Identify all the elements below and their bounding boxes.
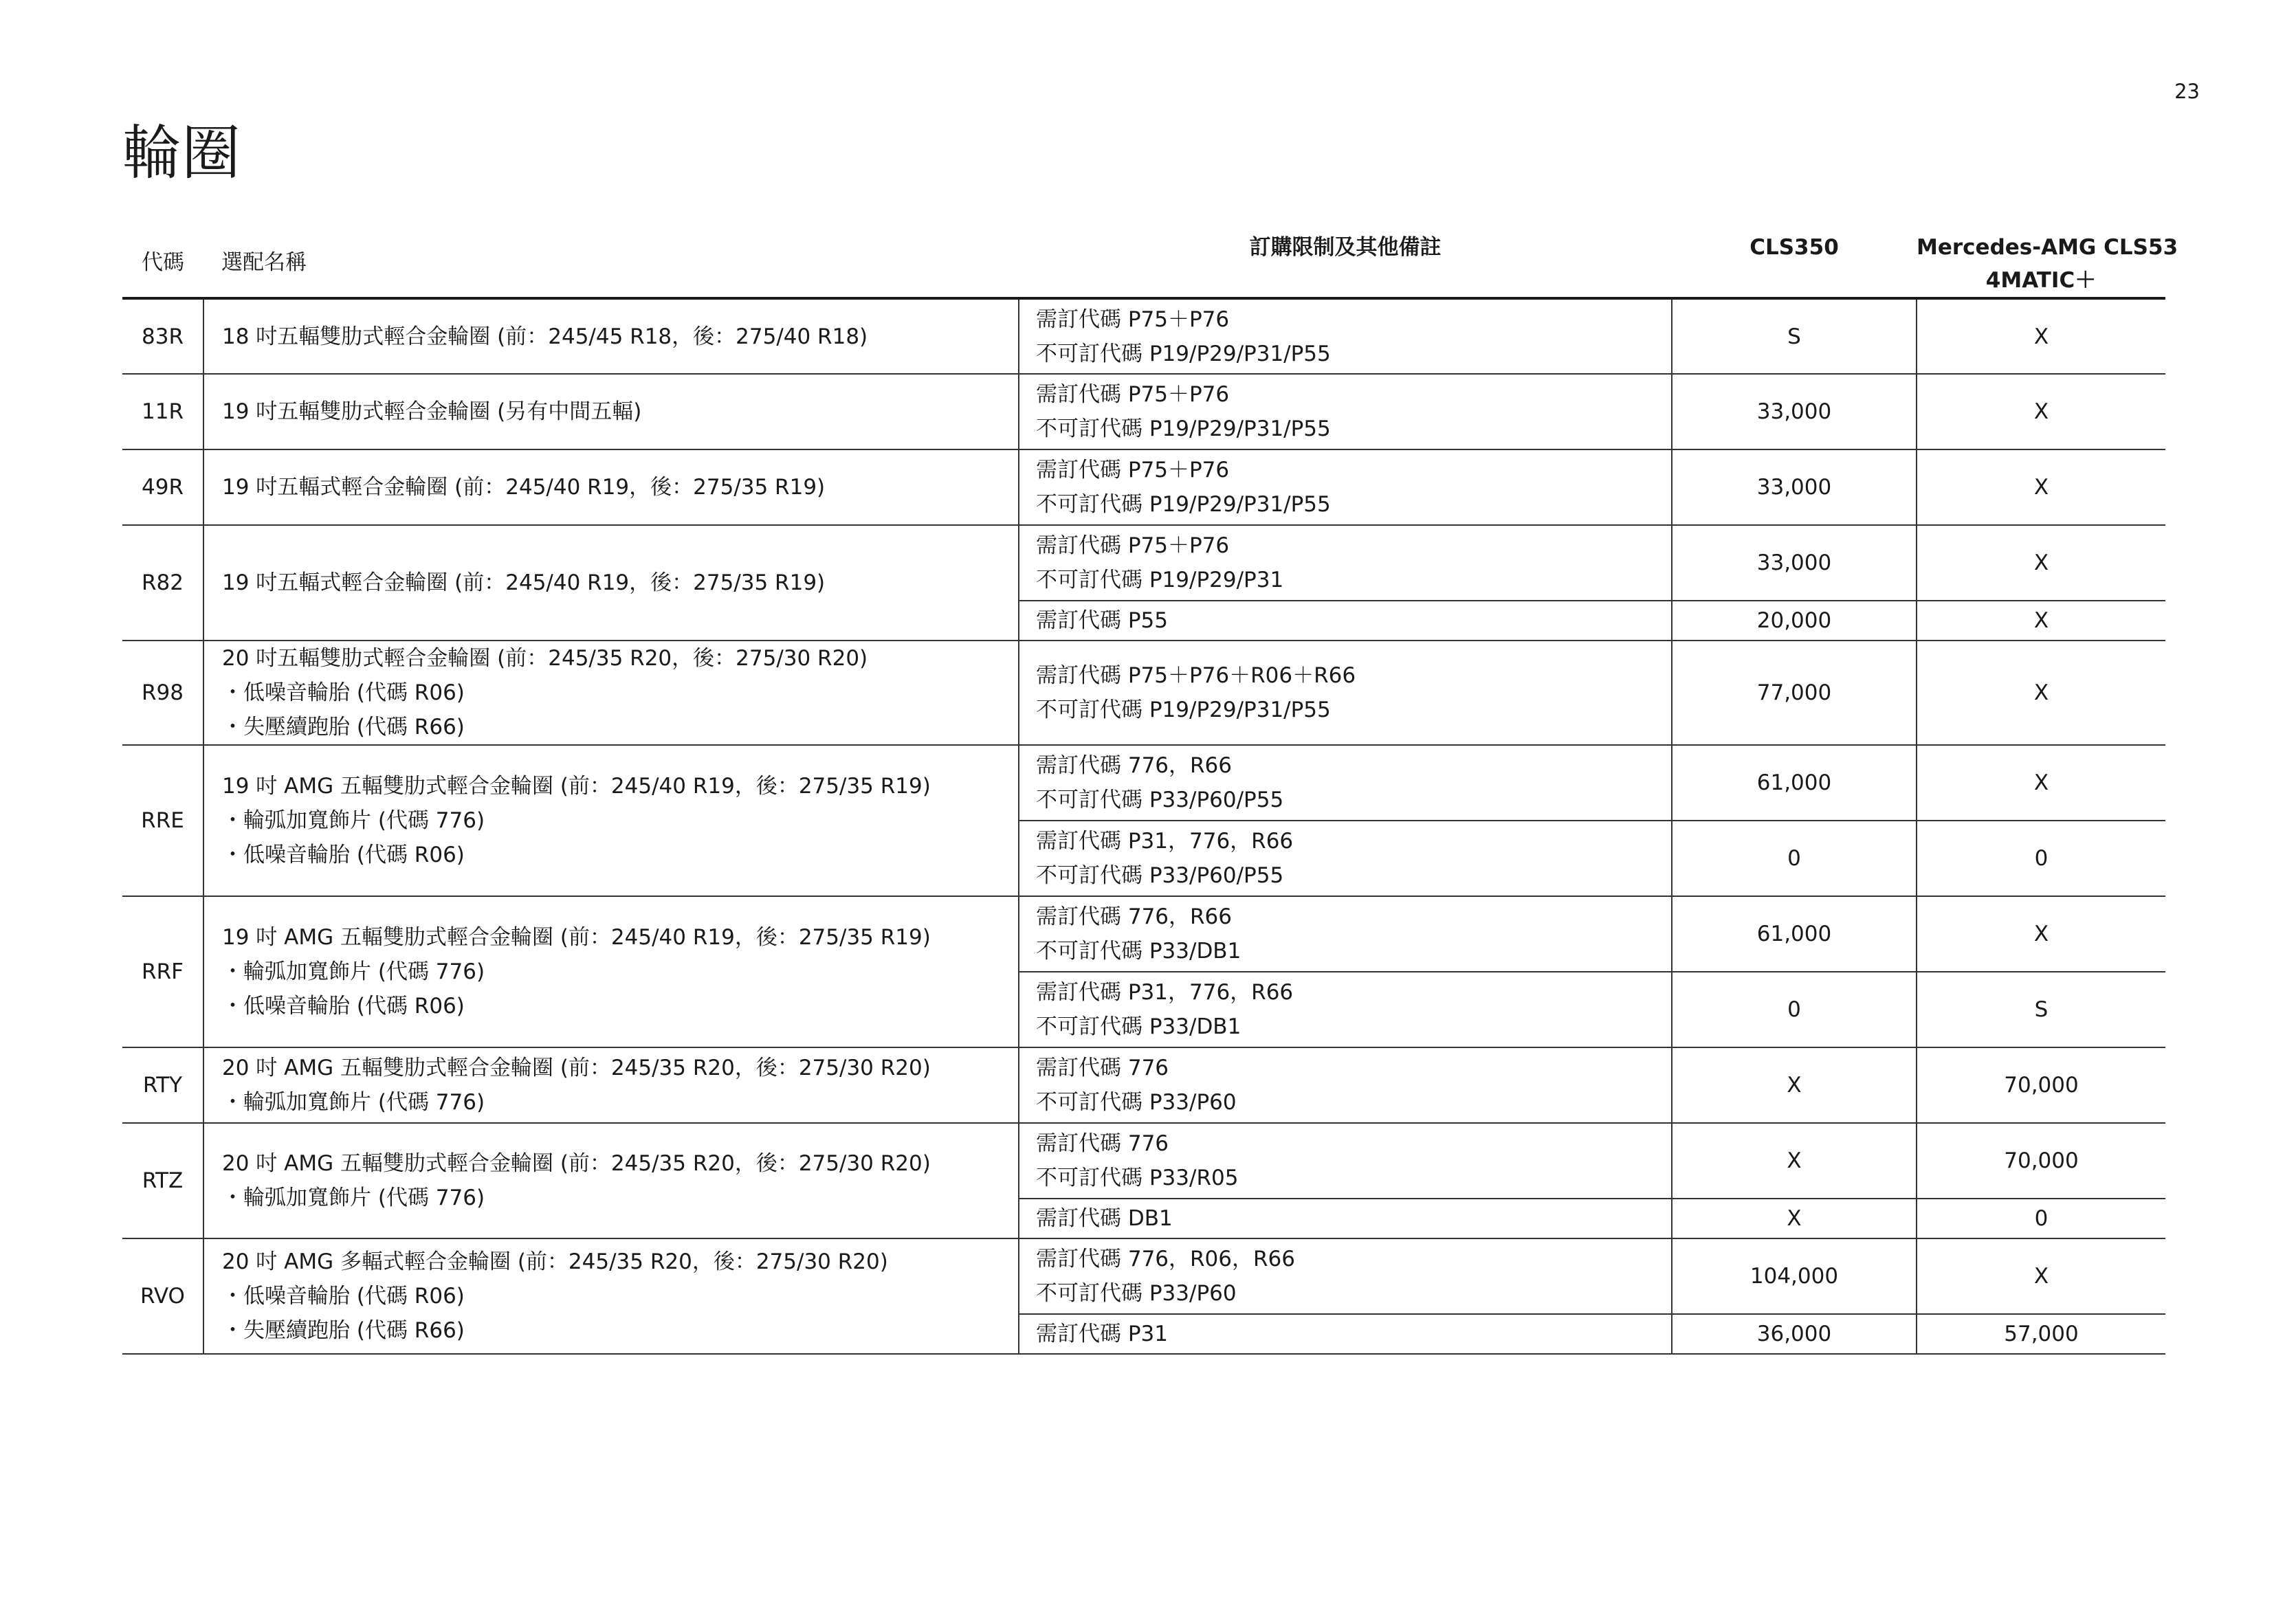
option-code: 49R xyxy=(122,449,203,525)
order-notes xyxy=(1019,449,1672,525)
order-note-line: 不可訂代碼 P33/P60 xyxy=(1036,1090,1237,1115)
price-amg-cls53: 0 xyxy=(1917,1199,2165,1238)
table-row xyxy=(122,298,2165,374)
table-row xyxy=(122,449,2165,525)
option-name-line: 19 吋 AMG 五輻雙肋式輕合金輪圈 (前：245/40 R19，後：275/35 R19) xyxy=(222,925,931,950)
option-name xyxy=(203,896,1019,1047)
option-sub-item: ・低噪音輪胎 (代碼 R06) xyxy=(222,1284,465,1309)
price-cls350: X xyxy=(1672,1199,1917,1238)
option-name xyxy=(203,525,1019,641)
price-amg-cls53: S xyxy=(1917,972,2165,1047)
option-sub-item: ・輪弧加寬飾片 (代碼 776) xyxy=(222,1090,485,1115)
option-sub-item: ・低噪音輪胎 (代碼 R06) xyxy=(222,680,465,705)
option-name-line: 20 吋 AMG 五輻雙肋式輕合金輪圈 (前：245/35 R20，後：275/30 R20) xyxy=(222,1151,931,1176)
option-code: RTZ xyxy=(122,1123,203,1238)
order-notes xyxy=(1019,601,1672,641)
order-notes xyxy=(1019,1123,1672,1199)
header-notes: 訂購限制及其他備註 xyxy=(1019,221,1672,298)
option-name-line: 20 吋 AMG 多輻式輕合金輪圈 (前：245/35 R20，後：275/30 R20) xyxy=(222,1249,888,1274)
option-code: RVO xyxy=(122,1238,203,1354)
option-name xyxy=(203,298,1019,374)
order-notes xyxy=(1019,1314,1672,1354)
price-amg-cls53: X xyxy=(1917,601,2165,641)
order-note-line: 不可訂代碼 P33/P60 xyxy=(1036,1281,1237,1306)
table-row xyxy=(122,641,2165,745)
price-cls350: 61,000 xyxy=(1672,745,1917,821)
price-amg-cls53: 70,000 xyxy=(1917,1123,2165,1199)
option-name-line: 18 吋五輻雙肋式輕合金輪圈 (前：245/45 R18，後：275/40 R18) xyxy=(222,324,868,349)
table-row xyxy=(122,525,2165,601)
order-note-line: 需訂代碼 P75＋P76＋R06＋R66 xyxy=(1036,663,1356,688)
option-sub-item: ・失壓續跑胎 (代碼 R66) xyxy=(222,715,465,739)
page-number: 23 xyxy=(2174,80,2200,103)
price-cls350: 33,000 xyxy=(1672,525,1917,601)
price-amg-cls53: X xyxy=(1917,641,2165,745)
order-notes xyxy=(1019,1238,1672,1314)
order-note-line: 需訂代碼 P31，776，R66 xyxy=(1036,829,1294,854)
option-code: R98 xyxy=(122,641,203,745)
order-notes xyxy=(1019,525,1672,601)
order-note-line: 需訂代碼 776，R66 xyxy=(1036,753,1233,778)
order-notes xyxy=(1019,641,1672,745)
option-name-line: 20 吋 AMG 五輻雙肋式輕合金輪圈 (前：245/35 R20，後：275/30 R20) xyxy=(222,1056,931,1080)
table-body xyxy=(122,298,2165,1354)
price-amg-cls53: 70,000 xyxy=(1917,1047,2165,1123)
order-note-line: 不可訂代碼 P33/P60/P55 xyxy=(1036,863,1284,888)
price-cls350: 20,000 xyxy=(1672,601,1917,641)
price-cls350: 36,000 xyxy=(1672,1314,1917,1354)
option-code: R82 xyxy=(122,525,203,641)
price-amg-cls53: 0 xyxy=(1917,821,2165,896)
option-sub-item: ・輪弧加寬飾片 (代碼 776) xyxy=(222,808,485,833)
order-note-line: 需訂代碼 776 xyxy=(1036,1056,1169,1080)
order-note-line: 需訂代碼 P31，776，R66 xyxy=(1036,980,1294,1005)
option-name-line: 19 吋五輻式輕合金輪圈 (前：245/40 R19，後：275/35 R19) xyxy=(222,570,826,595)
table-header-row xyxy=(122,221,2165,298)
order-notes xyxy=(1019,1047,1672,1123)
table-row xyxy=(122,896,2165,972)
order-note-line: 不可訂代碼 P33/DB1 xyxy=(1036,1014,1241,1039)
order-note-line: 不可訂代碼 P19/P29/P31/P55 xyxy=(1036,416,1331,441)
option-name xyxy=(203,449,1019,525)
order-note-line: 不可訂代碼 P19/P29/P31/P55 xyxy=(1036,698,1331,722)
price-cls350: 104,000 xyxy=(1672,1238,1917,1314)
option-name-line: 19 吋五輻式輕合金輪圈 (前：245/40 R19，後：275/35 R19) xyxy=(222,475,826,500)
table-row xyxy=(122,745,2165,821)
price-cls350: 33,000 xyxy=(1672,449,1917,525)
header-amg-line1: Mercedes-AMG CLS53 xyxy=(1917,235,2178,260)
option-code: RTY xyxy=(122,1047,203,1123)
option-name xyxy=(203,745,1019,896)
order-note-line: 需訂代碼 P75＋P76 xyxy=(1036,533,1230,558)
order-note-line: 需訂代碼 776，R66 xyxy=(1036,904,1233,929)
order-note-line: 需訂代碼 P31 xyxy=(1036,1322,1168,1346)
price-cls350: 61,000 xyxy=(1672,896,1917,972)
order-notes xyxy=(1019,298,1672,374)
header-amg xyxy=(1917,221,2178,298)
option-sub-item: ・低噪音輪胎 (代碼 R06) xyxy=(222,994,465,1019)
header-name: 選配名稱 xyxy=(203,221,1019,298)
price-cls350: 0 xyxy=(1672,821,1917,896)
option-name xyxy=(203,1238,1019,1354)
order-note-line: 不可訂代碼 P33/DB1 xyxy=(1036,939,1241,964)
order-notes xyxy=(1019,374,1672,449)
option-code: RRE xyxy=(122,745,203,896)
option-code: 83R xyxy=(122,298,203,374)
order-note-line: 需訂代碼 P55 xyxy=(1036,608,1168,633)
option-sub-item: ・輪弧加寬飾片 (代碼 776) xyxy=(222,1186,485,1210)
option-name xyxy=(203,1123,1019,1238)
price-amg-cls53: X xyxy=(1917,525,2165,601)
option-name xyxy=(203,641,1019,745)
order-notes xyxy=(1019,1199,1672,1238)
price-cls350: X xyxy=(1672,1123,1917,1199)
order-note-line: 需訂代碼 DB1 xyxy=(1036,1206,1173,1231)
price-amg-cls53: X xyxy=(1917,374,2165,449)
header-amg-line2: 4MATIC＋ xyxy=(1985,268,2097,293)
order-note-line: 不可訂代碼 P33/P60/P55 xyxy=(1036,788,1284,812)
order-note-line: 需訂代碼 776 xyxy=(1036,1131,1169,1156)
price-amg-cls53: X xyxy=(1917,896,2165,972)
table-row xyxy=(122,1047,2165,1123)
price-amg-cls53: X xyxy=(1917,449,2165,525)
option-name-line: 19 吋 AMG 五輻雙肋式輕合金輪圈 (前：245/40 R19，後：275/35 R19) xyxy=(222,774,931,799)
option-code: RRF xyxy=(122,896,203,1047)
option-name xyxy=(203,374,1019,449)
option-sub-item: ・輪弧加寬飾片 (代碼 776) xyxy=(222,959,485,984)
price-amg-cls53: X xyxy=(1917,298,2165,374)
option-name xyxy=(203,1047,1019,1123)
page-title: 輪圈 xyxy=(122,119,241,188)
order-note-line: 不可訂代碼 P19/P29/P31 xyxy=(1036,568,1284,592)
option-sub-item: ・失壓續跑胎 (代碼 R66) xyxy=(222,1318,465,1343)
price-cls350: 0 xyxy=(1672,972,1917,1047)
price-cls350: S xyxy=(1672,298,1917,374)
option-name-line: 19 吋五輻雙肋式輕合金輪圈 (另有中間五輻) xyxy=(222,399,642,424)
table-row xyxy=(122,1238,2165,1314)
option-name-line: 20 吋五輻雙肋式輕合金輪圈 (前：245/35 R20，後：275/30 R20) xyxy=(222,646,868,671)
order-note-line: 需訂代碼 P75＋P76 xyxy=(1036,307,1230,332)
order-note-line: 不可訂代碼 P33/R05 xyxy=(1036,1166,1239,1190)
price-amg-cls53: X xyxy=(1917,745,2165,821)
table-row xyxy=(122,374,2165,449)
price-cls350: 77,000 xyxy=(1672,641,1917,745)
order-notes xyxy=(1019,745,1672,821)
price-cls350: 33,000 xyxy=(1672,374,1917,449)
table-row xyxy=(122,1123,2165,1199)
option-sub-item: ・低噪音輪胎 (代碼 R06) xyxy=(222,843,465,867)
order-notes xyxy=(1019,972,1672,1047)
header-cls350: CLS350 xyxy=(1672,221,1917,298)
price-cls350: X xyxy=(1672,1047,1917,1123)
header-code: 代碼 xyxy=(122,221,203,298)
order-note-line: 不可訂代碼 P19/P29/P31/P55 xyxy=(1036,341,1331,366)
order-note-line: 需訂代碼 P75＋P76 xyxy=(1036,458,1230,482)
price-amg-cls53: 57,000 xyxy=(1917,1314,2165,1354)
wheel-options-table xyxy=(122,221,2178,1355)
order-notes xyxy=(1019,821,1672,896)
order-note-line: 不可訂代碼 P19/P29/P31/P55 xyxy=(1036,492,1331,517)
option-code: 11R xyxy=(122,374,203,449)
price-amg-cls53: X xyxy=(1917,1238,2165,1314)
order-note-line: 需訂代碼 P75＋P76 xyxy=(1036,382,1230,407)
order-notes xyxy=(1019,896,1672,972)
order-note-line: 需訂代碼 776，R06，R66 xyxy=(1036,1247,1295,1271)
